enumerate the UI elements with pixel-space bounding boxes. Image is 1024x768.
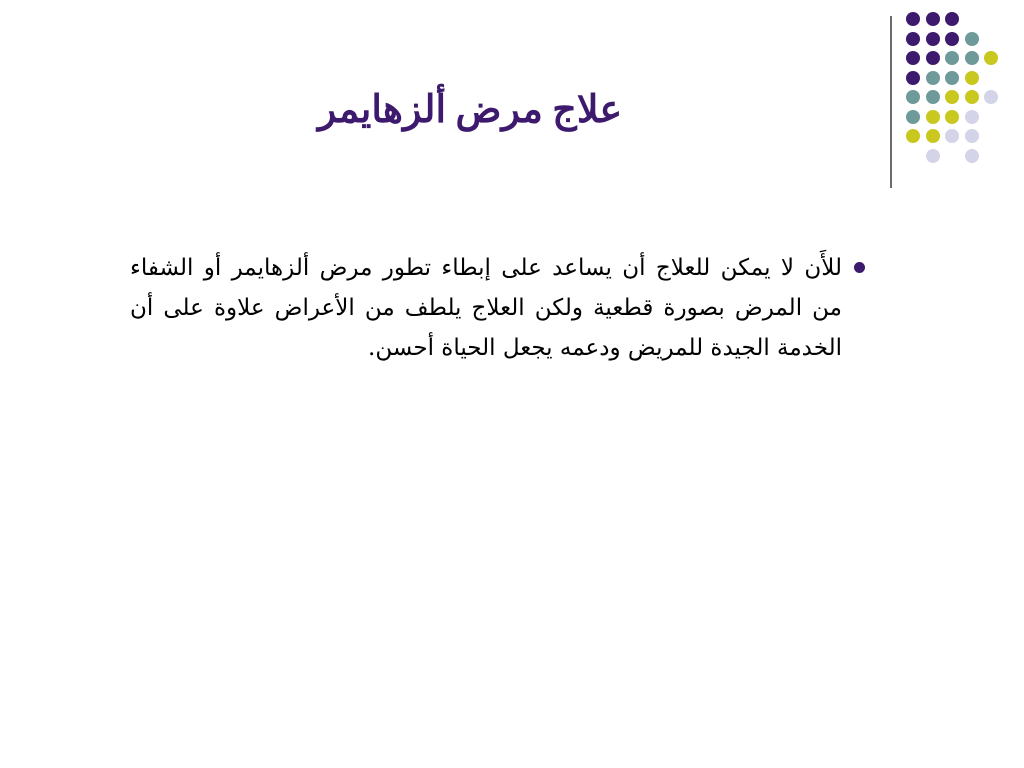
decorative-dot: [906, 129, 920, 143]
decorative-dot: [945, 32, 959, 46]
decorative-dot: [926, 51, 940, 65]
decorative-dot: [965, 71, 979, 85]
bullet-icon: [854, 262, 865, 273]
decorative-dot: [926, 32, 940, 46]
decorative-dot: [906, 110, 920, 124]
decorative-dot: [906, 12, 920, 26]
decorative-dot: [926, 71, 940, 85]
decorative-dot: [984, 51, 998, 65]
decorative-dot: [965, 32, 979, 46]
decorative-dot: [945, 90, 959, 104]
decorative-dot: [926, 129, 940, 143]
decorative-dot: [926, 110, 940, 124]
decorative-dot: [965, 149, 979, 163]
decorative-dot-grid: [906, 12, 1006, 172]
slide-title: علاج مرض ألزهايمر: [317, 89, 623, 131]
decorative-dot: [945, 110, 959, 124]
decorative-dot: [965, 51, 979, 65]
decorative-dot: [945, 12, 959, 26]
decorative-dot: [984, 90, 998, 104]
decorative-dot: [926, 90, 940, 104]
decorative-dot: [926, 149, 940, 163]
decorative-dot: [965, 90, 979, 104]
decorative-dot: [965, 129, 979, 143]
decorative-dot: [945, 71, 959, 85]
decorative-dot: [906, 71, 920, 85]
decorative-dot: [906, 32, 920, 46]
decorative-dot: [945, 51, 959, 65]
decorative-dot: [945, 129, 959, 143]
decorative-dot: [965, 110, 979, 124]
decorative-dot: [906, 90, 920, 104]
decorative-dot: [906, 51, 920, 65]
decorative-dot: [926, 12, 940, 26]
slide-body-text: للأَن لا يمكن للعلاج أن يساعد على إبطاء تطور مرض ألزهايمر أو الشفاء من المرض بصورة قطعية ولكن العلاج يلطف من الأعراض علاوة على أن الخدمة الجيدة للمريض ودعمه يجعل الحياة أحسن.: [130, 255, 842, 361]
decorative-divider: [890, 16, 892, 188]
